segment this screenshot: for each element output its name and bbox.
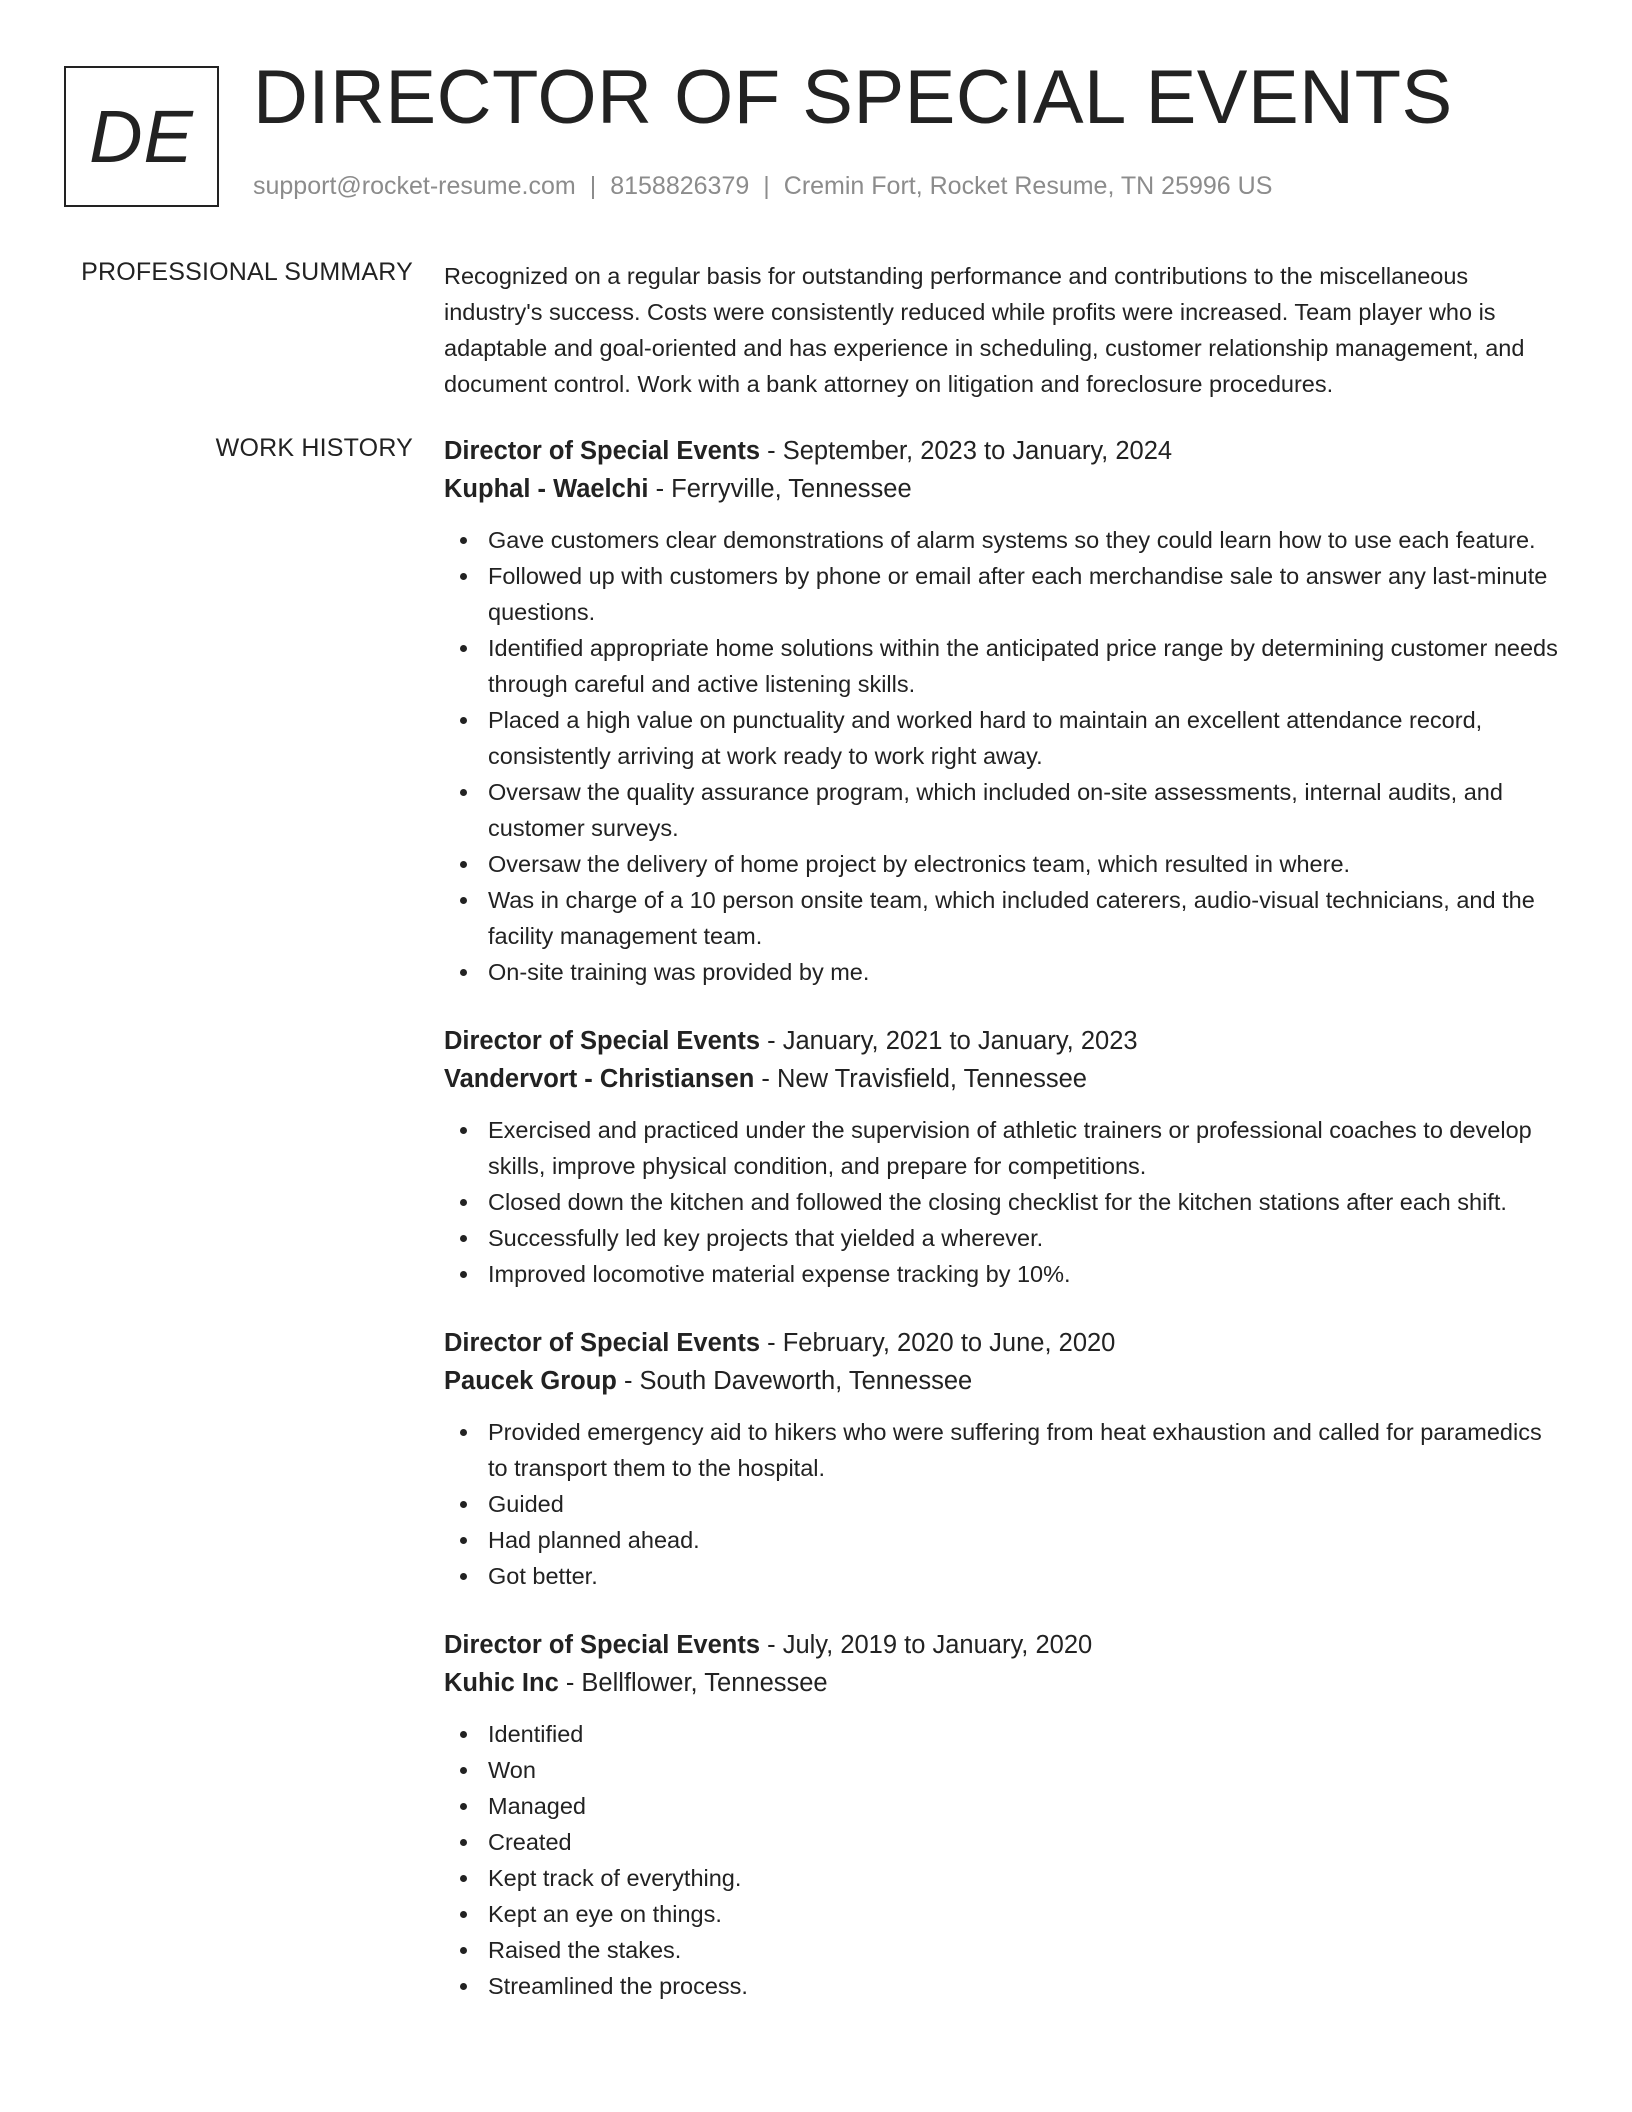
job-title-line	[444, 1022, 1560, 1060]
job-title-line	[444, 432, 1560, 470]
bullet-text: Oversaw the delivery of home project by electronics team, which resulted in where.	[488, 851, 1351, 877]
list-item	[444, 1220, 1560, 1256]
job-company-line	[444, 470, 1560, 508]
bullet-icon	[460, 645, 467, 652]
bullet-icon	[460, 1501, 467, 1508]
bullet-text: Placed a high value on punctuality and worked hard to maintain an excellent attendance record, consistently arriving at work ready to work right away.	[488, 707, 1483, 769]
job-dates: - July, 2019 to January, 2020	[760, 1631, 1093, 1659]
list-item	[444, 522, 1560, 558]
bullet-text: Identified	[488, 1721, 584, 1747]
bullet-icon	[460, 1235, 467, 1242]
list-item	[444, 954, 1560, 990]
job-title: Director of Special Events	[444, 1027, 761, 1055]
contact-phone: 8158826379	[610, 172, 750, 200]
job-location: - South Daveworth, Tennessee	[616, 1367, 973, 1395]
job-company-line	[444, 1362, 1560, 1400]
job-company: Paucek Group	[444, 1367, 617, 1395]
job-entry	[444, 1022, 1560, 1292]
bullet-icon	[460, 717, 467, 724]
contact-line	[253, 172, 1272, 201]
job-entry	[444, 432, 1560, 990]
list-item	[444, 1860, 1560, 1896]
work-history-heading: WORK HISTORY	[215, 434, 413, 462]
list-item	[444, 1788, 1560, 1824]
job-title: Director of Special Events	[444, 1329, 761, 1357]
page-title: DIRECTOR OF SPECIAL EVENTS	[253, 55, 1453, 140]
bullet-text: Closed down the kitchen and followed the closing checklist for the kitchen stations after each shift.	[488, 1189, 1507, 1215]
bullet-text: Streamlined the process.	[488, 1973, 748, 1999]
bullet-icon	[460, 1875, 467, 1882]
bullet-icon	[460, 969, 467, 976]
monogram-badge	[64, 66, 219, 207]
bullet-text: Was in charge of a 10 person onsite team, which included caterers, audio-visual technicians, and the facility management team.	[488, 887, 1535, 949]
bullet-icon	[460, 1127, 467, 1134]
bullet-text: Created	[488, 1829, 572, 1855]
contact-address: Cremin Fort, Rocket Resume, TN 25996 US	[783, 172, 1273, 200]
list-item	[444, 1256, 1560, 1292]
job-bullets	[444, 1414, 1560, 1594]
list-item	[444, 558, 1560, 630]
bullet-icon	[460, 1767, 467, 1774]
bullet-icon	[460, 897, 467, 904]
list-item	[444, 1184, 1560, 1220]
job-location: - Ferryville, Tennessee	[648, 475, 912, 503]
monogram-initials: DE	[89, 95, 194, 178]
bullet-icon	[460, 789, 467, 796]
job-company: Kuphal - Waelchi	[444, 475, 649, 503]
job-company-line	[444, 1060, 1560, 1098]
list-item	[444, 1112, 1560, 1184]
bullet-icon	[460, 1803, 467, 1810]
bullet-icon	[460, 861, 467, 868]
list-item	[444, 1968, 1560, 2004]
list-item	[444, 1896, 1560, 1932]
summary-text: Recognized on a regular basis for outstanding performance and contributions to the miscellaneous industry's success. Costs were consistently reduced while profits were increased. Team player who is adaptable and goal-oriented and has experience in scheduling, customer relationship management, and document control. Work with a bank attorney on litigation and foreclosure procedures.	[444, 263, 1525, 397]
contact-email: support@rocket-resume.com	[253, 172, 576, 200]
bullet-icon	[460, 537, 467, 544]
bullet-text: On-site training was provided by me.	[488, 959, 870, 985]
bullet-icon	[460, 1911, 467, 1918]
bullet-text: Guided	[488, 1491, 564, 1517]
list-item	[444, 1824, 1560, 1860]
job-company: Kuhic Inc	[444, 1669, 559, 1697]
bullet-text: Provided emergency aid to hikers who were suffering from heat exhaustion and called for paramedics to transport them to the hospital.	[488, 1419, 1542, 1481]
job-dates: - September, 2023 to January, 2024	[760, 437, 1173, 465]
list-item	[444, 1932, 1560, 1968]
list-item	[444, 630, 1560, 702]
list-item	[444, 1752, 1560, 1788]
bullet-icon	[460, 1271, 467, 1278]
job-dates: - February, 2020 to June, 2020	[760, 1329, 1116, 1357]
bullet-text: Exercised and practiced under the supervision of athletic trainers or professional coaches to develop skills, improve physical condition, and prepare for competitions.	[488, 1117, 1532, 1179]
job-entry	[444, 1626, 1560, 2004]
bullet-text: Followed up with customers by phone or email after each merchandise sale to answer any last-minute questions.	[488, 563, 1548, 625]
list-item	[444, 882, 1560, 954]
list-item	[444, 1486, 1560, 1522]
bullet-text: Identified appropriate home solutions within the anticipated price range by determining customer needs through careful and active listening skills.	[488, 635, 1558, 697]
bullet-icon	[460, 1947, 467, 1954]
list-item	[444, 1558, 1560, 1594]
bullet-text: Oversaw the quality assurance program, which included on-site assessments, internal audits, and customer surveys.	[488, 779, 1503, 841]
list-item	[444, 1716, 1560, 1752]
bullet-text: Raised the stakes.	[488, 1937, 682, 1963]
bullet-icon	[460, 1429, 467, 1436]
bullet-text: Kept an eye on things.	[488, 1901, 722, 1927]
job-bullets	[444, 1112, 1560, 1292]
job-location: - New Travisfield, Tennessee	[754, 1065, 1087, 1093]
list-item	[444, 1522, 1560, 1558]
bullet-text: Kept track of everything.	[488, 1865, 742, 1891]
bullet-text: Gave customers clear demonstrations of alarm systems so they could learn how to use each feature.	[488, 527, 1536, 553]
job-title-line	[444, 1324, 1560, 1362]
summary-heading: PROFESSIONAL SUMMARY	[81, 258, 413, 286]
job-bullets	[444, 1716, 1560, 2004]
bullet-text: Improved locomotive material expense tracking by 10%.	[488, 1261, 1071, 1287]
bullet-icon	[460, 1199, 467, 1206]
jobs-list	[444, 432, 1560, 2036]
list-item	[444, 1414, 1560, 1486]
job-title-line	[444, 1626, 1560, 1664]
job-entry	[444, 1324, 1560, 1594]
bullet-text: Got better.	[488, 1563, 598, 1589]
bullet-icon	[460, 1731, 467, 1738]
bullet-text: Successfully led key projects that yielded a wherever.	[488, 1225, 1044, 1251]
bullet-text: Managed	[488, 1793, 586, 1819]
job-dates: - January, 2021 to January, 2023	[760, 1027, 1138, 1055]
contact-separator: |	[589, 172, 597, 200]
job-company: Vandervort - Christiansen	[444, 1065, 755, 1093]
list-item	[444, 774, 1560, 846]
list-item	[444, 702, 1560, 774]
bullet-icon	[460, 1839, 467, 1846]
bullet-text: Won	[488, 1757, 536, 1783]
job-title: Director of Special Events	[444, 437, 761, 465]
bullet-icon	[460, 1573, 467, 1580]
job-location: - Bellflower, Tennessee	[558, 1669, 828, 1697]
contact-separator: |	[763, 172, 770, 200]
bullet-icon	[460, 1537, 467, 1544]
bullet-text: Had planned ahead.	[488, 1527, 700, 1553]
job-company-line	[444, 1664, 1560, 1702]
bullet-icon	[460, 1983, 467, 1990]
list-item	[444, 846, 1560, 882]
job-title: Director of Special Events	[444, 1631, 761, 1659]
bullet-icon	[460, 573, 467, 580]
job-bullets	[444, 522, 1560, 990]
